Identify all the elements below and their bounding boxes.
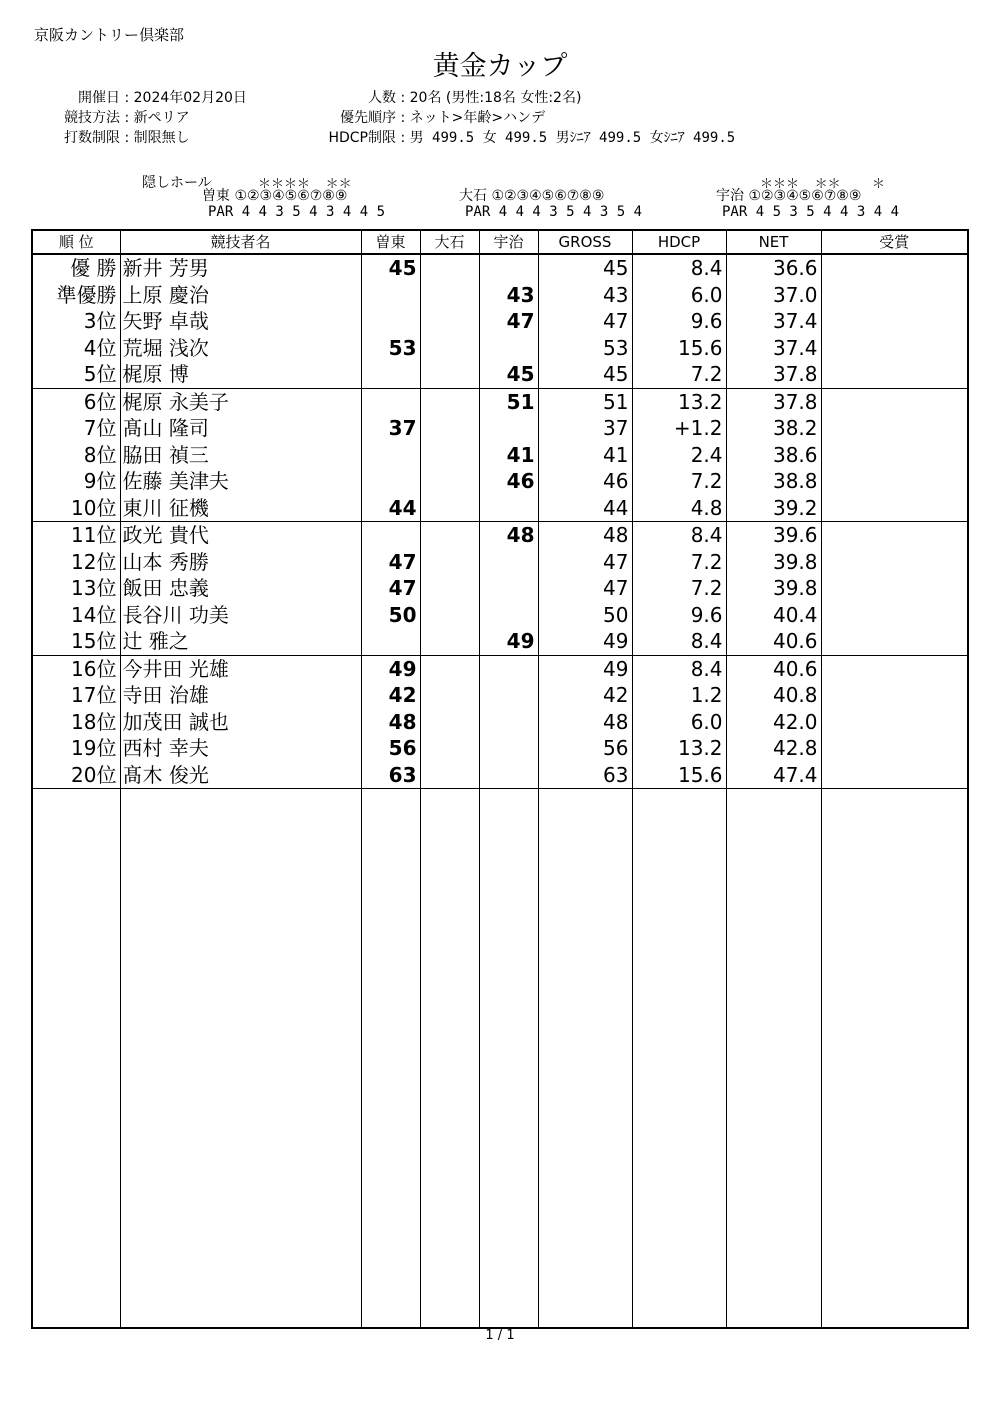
header-hdcp: HDCP [632,230,726,254]
gross-cell: 49 [538,628,632,655]
name-cell: 上原 慶治 [120,282,361,309]
course-2-score-cell [420,735,479,762]
course-1-score-cell: 53 [361,335,420,362]
table-row [32,549,968,576]
award-cell [821,282,968,309]
rank-cell: 5位 [32,361,120,388]
net-cell: 39.6 [726,522,821,549]
award-cell [821,442,968,469]
table-row [32,735,968,762]
table-row [32,709,968,736]
hdcp-cell: 8.4 [632,522,726,549]
net-cell: 37.8 [726,361,821,388]
filler-cell [420,789,479,1329]
award-cell [821,335,968,362]
rank-cell: 3位 [32,308,120,335]
name-cell: 政光 貴代 [120,522,361,549]
net-cell: 37.4 [726,308,821,335]
award-cell [821,361,968,388]
course-2-score-cell [420,522,479,549]
course-3-score-cell [479,602,538,629]
rank-cell: 10位 [32,495,120,522]
table-row [32,495,968,522]
hdcp-cell: 1.2 [632,682,726,709]
hdcp-cell: 9.6 [632,308,726,335]
gross-cell: 43 [538,282,632,309]
table-row [32,468,968,495]
net-cell: 47.4 [726,762,821,789]
header-course-2: 大石 [420,230,479,254]
meta-hdcp-label: HDCP制限 [328,130,396,146]
gross-cell: 63 [538,762,632,789]
rank-cell: 11位 [32,522,120,549]
filler-cell [726,789,821,1329]
net-cell: 37.0 [726,282,821,309]
rank-cell: 7位 [32,415,120,442]
course-2-holes [459,189,604,204]
gross-cell: 48 [538,709,632,736]
header-gross: GROSS [538,230,632,254]
table-row [32,655,968,682]
meta-method-value: 新ペリア [133,110,190,126]
course-2-score-cell [420,361,479,388]
name-cell: 梶原 永美子 [120,388,361,415]
gross-cell: 53 [538,335,632,362]
name-cell: 髙木 俊光 [120,762,361,789]
course-1-score-cell: 49 [361,655,420,682]
table-row [32,282,968,309]
course-2-score-cell [420,415,479,442]
net-cell: 36.6 [726,254,821,282]
course-3-score-cell: 47 [479,308,538,335]
rank-cell: 16位 [32,655,120,682]
gross-cell: 47 [538,308,632,335]
award-cell [821,655,968,682]
filler-cell [32,789,120,1329]
header-award: 受賞 [821,230,968,254]
award-cell [821,735,968,762]
meta-count: 人数 : 20名 (男性:18名 女性:2名) [318,87,581,107]
course-3-hole-numbers: ①②③④⑤⑥⑦⑧⑨ [748,188,862,204]
meta-hdcp-value: 男 499.5 女 499.5 男ｼﾆｱ 499.5 女ｼﾆｱ 499.5 [409,130,736,146]
meta-limit-value: 制限無し [133,130,190,146]
award-cell [821,254,968,282]
gross-cell: 51 [538,388,632,415]
course-1-score-cell [361,628,420,655]
gross-cell: 49 [538,655,632,682]
course-2-score-cell [420,762,479,789]
course-1-score-cell [361,308,420,335]
award-cell [821,468,968,495]
name-cell: 加茂田 誠也 [120,709,361,736]
results-table [31,229,969,1329]
hidden-hole-label: 隠しホール [142,175,212,191]
course-1-score-cell [361,361,420,388]
course-1-stars: ＊＊＊＊ ＊＊ [258,177,352,192]
net-cell: 40.6 [726,628,821,655]
gross-cell: 37 [538,415,632,442]
table-row [32,522,968,549]
course-2-name: 大石 [459,188,487,204]
net-cell: 40.4 [726,602,821,629]
rank-cell: 20位 [32,762,120,789]
course-1-score-cell: 63 [361,762,420,789]
gross-cell: 46 [538,468,632,495]
meta-priority-value: ネット>年齢>ハンデ [409,110,546,126]
filler-cell [821,789,968,1329]
name-cell: 辻 雅之 [120,628,361,655]
header-rank: 順 位 [32,230,120,254]
course-2-score-cell [420,682,479,709]
name-cell: 佐藤 美津夫 [120,468,361,495]
club-name: 京阪カントリー倶楽部 [34,26,185,44]
name-cell: 新井 芳男 [120,254,361,282]
course-2-par: PAR 4 4 4 3 5 4 3 5 4 [465,204,643,220]
meta-date-label: 開催日 [78,90,120,106]
rank-cell: 18位 [32,709,120,736]
meta-priority-label: 優先順序 [340,110,396,126]
meta-count-value: 20名 (男性:18名 女性:2名) [409,90,582,106]
course-1-score-cell [361,282,420,309]
table-row [32,762,968,789]
course-1-score-cell: 44 [361,495,420,522]
course-3-score-cell: 45 [479,361,538,388]
meta-count-label: 人数 [368,90,396,106]
meta-limit: 打数制限 : 制限無し [46,127,190,147]
course-3-score-cell: 49 [479,628,538,655]
gross-cell: 41 [538,442,632,469]
course-3-name: 宇治 [716,188,744,204]
course-1-score-cell [361,522,420,549]
gross-cell: 47 [538,575,632,602]
gross-cell: 45 [538,361,632,388]
hdcp-cell: 2.4 [632,442,726,469]
header-name: 競技者名 [120,230,361,254]
name-cell: 今井田 光雄 [120,655,361,682]
filler-cell [479,789,538,1329]
table-header-row [32,230,968,254]
award-cell [821,388,968,415]
course-2-score-cell [420,468,479,495]
rank-cell: 優 勝 [32,254,120,282]
meta-method-label: 競技方法 [64,110,120,126]
name-cell: 飯田 忠義 [120,575,361,602]
hdcp-cell: 8.4 [632,254,726,282]
name-cell: 髙山 隆司 [120,415,361,442]
course-3-score-cell [479,495,538,522]
course-1-score-cell: 47 [361,575,420,602]
course-1-par: PAR 4 4 3 5 4 3 4 4 5 [208,204,386,220]
net-cell: 39.8 [726,549,821,576]
filler-cell [632,789,726,1329]
award-cell [821,602,968,629]
table-row [32,388,968,415]
hdcp-cell: +1.2 [632,415,726,442]
table-row [32,682,968,709]
hdcp-cell: 13.2 [632,735,726,762]
header-net: NET [726,230,821,254]
rank-cell: 6位 [32,388,120,415]
hdcp-cell: 13.2 [632,388,726,415]
meta-date-value: 2024年02月20日 [133,90,247,106]
gross-cell: 56 [538,735,632,762]
net-cell: 40.8 [726,682,821,709]
gross-cell: 50 [538,602,632,629]
hdcp-cell: 4.8 [632,495,726,522]
table-row [32,415,968,442]
course-1-score-cell: 37 [361,415,420,442]
name-cell: 寺田 治雄 [120,682,361,709]
filler-cell [538,789,632,1329]
course-3-score-cell [479,735,538,762]
net-cell: 39.8 [726,575,821,602]
net-cell: 38.8 [726,468,821,495]
course-2-hole-numbers: ①②③④⑤⑥⑦⑧⑨ [491,188,605,204]
hdcp-cell: 9.6 [632,602,726,629]
course-2-score-cell [420,655,479,682]
course-2-score-cell [420,388,479,415]
course-3-score-cell: 48 [479,522,538,549]
award-cell [821,549,968,576]
hdcp-cell: 8.4 [632,628,726,655]
meta-date: 開催日 : 2024年02月20日 [46,87,247,107]
course-3-score-cell: 46 [479,468,538,495]
gross-cell: 42 [538,682,632,709]
name-cell: 東川 征機 [120,495,361,522]
course-1-score-cell [361,388,420,415]
table-row [32,335,968,362]
filler-cell [120,789,361,1329]
course-1-score-cell [361,442,420,469]
rank-cell: 15位 [32,628,120,655]
gross-cell: 48 [538,522,632,549]
table-row [32,575,968,602]
course-3-score-cell [479,254,538,282]
net-cell: 37.8 [726,388,821,415]
course-1-score-cell: 42 [361,682,420,709]
course-2-score-cell [420,495,479,522]
rank-cell: 12位 [32,549,120,576]
net-cell: 42.0 [726,709,821,736]
hdcp-cell: 6.0 [632,282,726,309]
course-1-name: 曽東 [202,188,230,204]
award-cell [821,415,968,442]
course-2-score-cell [420,282,479,309]
table-row [32,361,968,388]
hdcp-cell: 15.6 [632,335,726,362]
name-cell: 梶原 博 [120,361,361,388]
meta-limit-label: 打数制限 [64,130,120,146]
course-3-score-cell [479,682,538,709]
course-3-score-cell [479,415,538,442]
table-row [32,308,968,335]
hdcp-cell: 7.2 [632,575,726,602]
table-row [32,254,968,282]
course-1-holes [202,189,347,204]
award-cell [821,575,968,602]
gross-cell: 47 [538,549,632,576]
course-3-holes [716,189,861,204]
course-3-score-cell: 51 [479,388,538,415]
award-cell [821,628,968,655]
rank-cell: 14位 [32,602,120,629]
filler-cell [361,789,420,1329]
course-3-score-cell [479,575,538,602]
course-2-score-cell [420,442,479,469]
meta-hdcp: HDCP制限 : 男 499.5 女 499.5 男ｼﾆｱ 499.5 女ｼﾆｱ 499.5 [318,127,735,147]
award-cell [821,522,968,549]
net-cell: 38.2 [726,415,821,442]
course-3-score-cell [479,709,538,736]
name-cell: 脇田 禎三 [120,442,361,469]
course-1-score-cell [361,468,420,495]
course-2-score-cell [420,709,479,736]
rank-cell: 4位 [32,335,120,362]
hdcp-cell: 7.2 [632,361,726,388]
hdcp-cell: 8.4 [632,655,726,682]
table-row [32,442,968,469]
header-course-3: 宇治 [479,230,538,254]
course-2-score-cell [420,335,479,362]
name-cell: 山本 秀勝 [120,549,361,576]
rank-cell: 準優勝 [32,282,120,309]
rank-cell: 17位 [32,682,120,709]
hdcp-cell: 15.6 [632,762,726,789]
page-title: 黄金カップ [432,51,568,82]
hdcp-cell: 6.0 [632,709,726,736]
table-filler-row [32,789,968,1329]
meta-priority: 優先順序 : ネット>年齢>ハンデ [318,107,545,127]
course-3-score-cell [479,655,538,682]
award-cell [821,495,968,522]
rank-cell: 8位 [32,442,120,469]
course-1-score-cell: 45 [361,254,420,282]
name-cell: 荒堀 浅次 [120,335,361,362]
page-number: 1 / 1 [485,1328,515,1343]
course-2-score-cell [420,308,479,335]
table-row [32,628,968,655]
course-2-score-cell [420,254,479,282]
course-3-score-cell [479,549,538,576]
course-1-score-cell: 48 [361,709,420,736]
course-1-score-cell: 47 [361,549,420,576]
rank-cell: 13位 [32,575,120,602]
gross-cell: 44 [538,495,632,522]
award-cell [821,709,968,736]
rank-cell: 19位 [32,735,120,762]
net-cell: 38.6 [726,442,821,469]
course-3-score-cell: 43 [479,282,538,309]
hdcp-cell: 7.2 [632,549,726,576]
table-row [32,602,968,629]
course-3-score-cell: 41 [479,442,538,469]
name-cell: 長谷川 功美 [120,602,361,629]
course-3-score-cell [479,762,538,789]
net-cell: 42.8 [726,735,821,762]
net-cell: 37.4 [726,335,821,362]
rank-cell: 9位 [32,468,120,495]
course-1-score-cell: 56 [361,735,420,762]
course-1-hole-numbers: ①②③④⑤⑥⑦⑧⑨ [234,188,348,204]
course-2-score-cell [420,628,479,655]
meta-method: 競技方法 : 新ペリア [46,107,190,127]
course-2-score-cell [420,602,479,629]
hdcp-cell: 7.2 [632,468,726,495]
header-course-1: 曽東 [361,230,420,254]
net-cell: 40.6 [726,655,821,682]
course-2-score-cell [420,549,479,576]
name-cell: 矢野 卓哉 [120,308,361,335]
net-cell: 39.2 [726,495,821,522]
name-cell: 西村 幸夫 [120,735,361,762]
course-1-score-cell: 50 [361,602,420,629]
award-cell [821,682,968,709]
course-3-par: PAR 4 5 3 5 4 4 3 4 4 [722,204,900,220]
award-cell [821,762,968,789]
award-cell [821,308,968,335]
gross-cell: 45 [538,254,632,282]
course-3-score-cell [479,335,538,362]
course-3-stars: ＊＊＊ ＊＊ ＊ [760,177,885,192]
course-2-score-cell [420,575,479,602]
